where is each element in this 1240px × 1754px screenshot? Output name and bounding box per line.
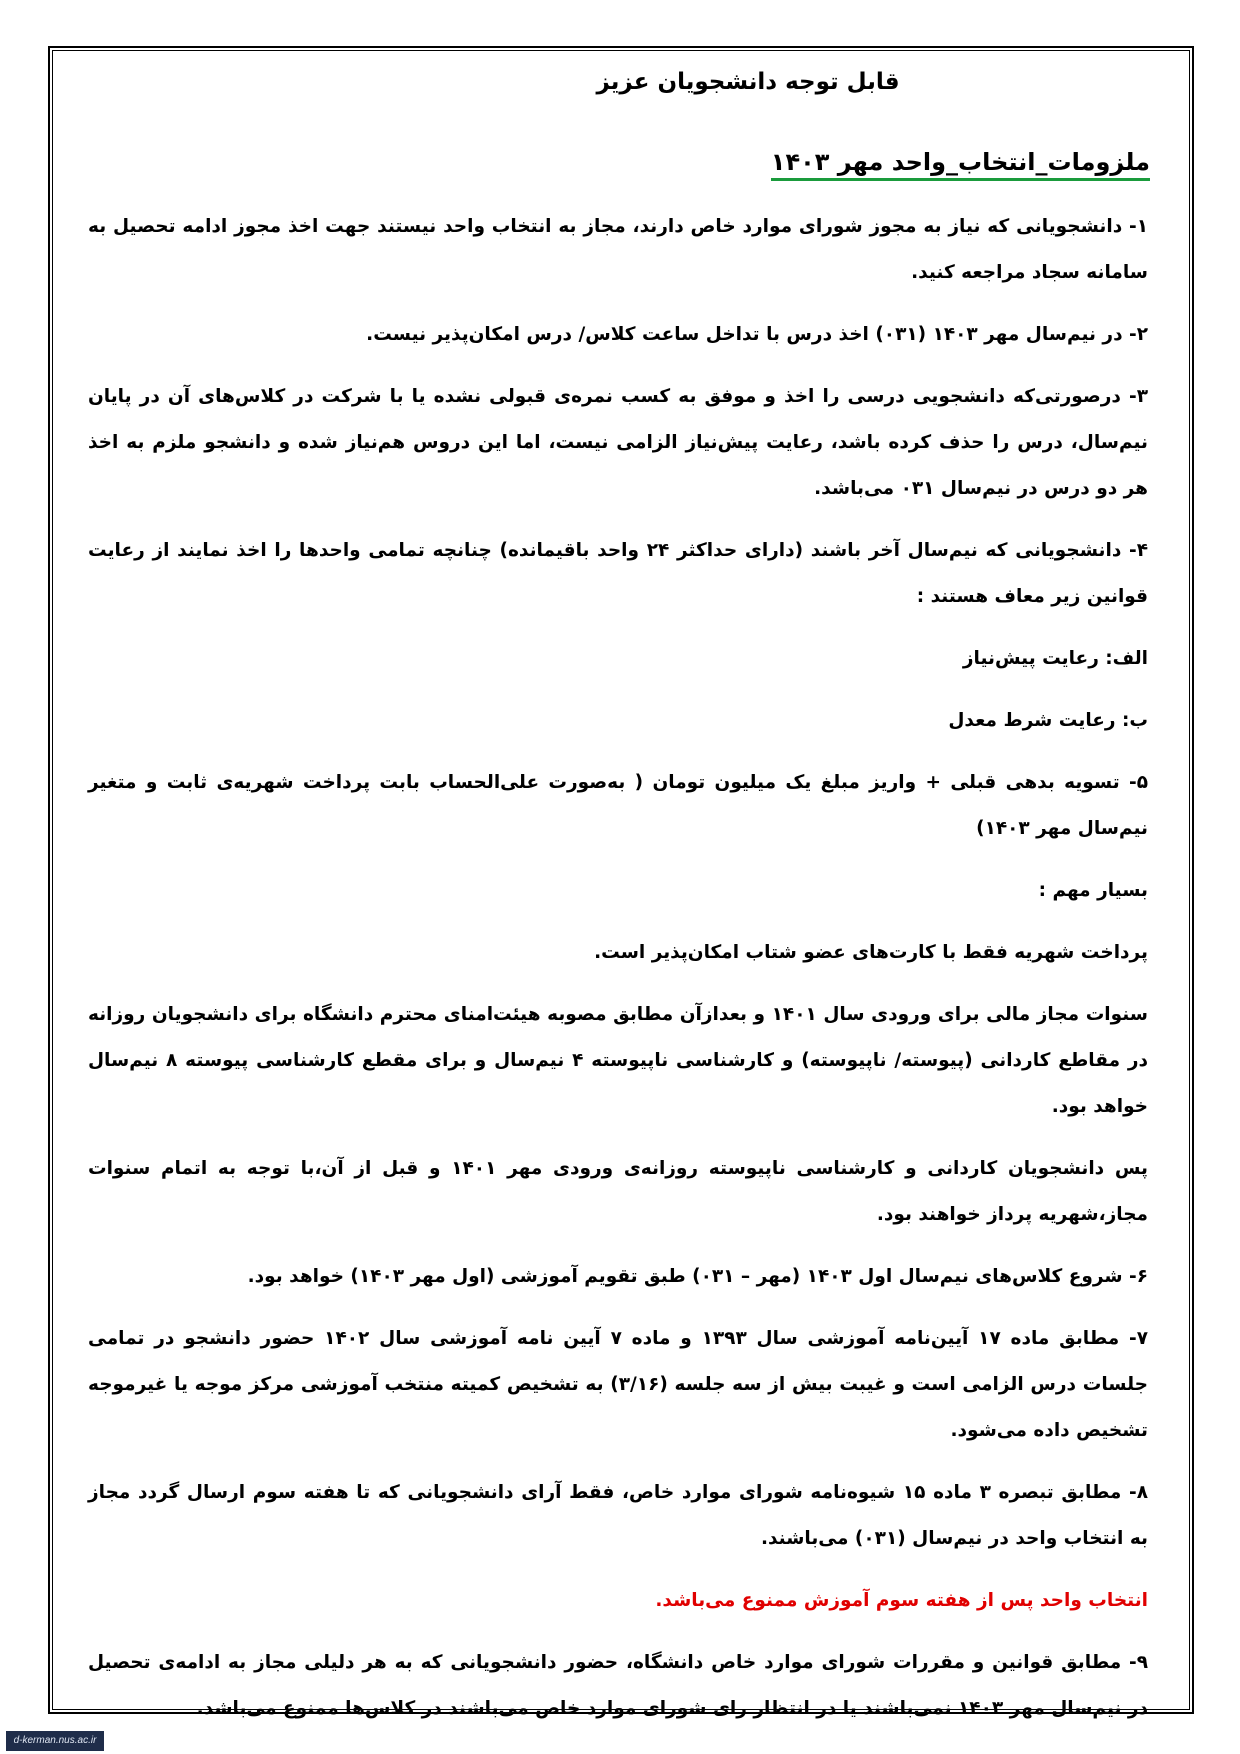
section-heading xyxy=(88,140,1150,184)
rule-1: ۱- دانشجویانی که نیاز به مجوز شورای موارد خاص دارند، مجاز به انتخاب واحد نیستند جهت اخذ مجوز ادامه تحصیل به سامانه سجاد مراجعه کنید. xyxy=(88,216,1148,283)
rule-7: ۷- مطابق ماده ۱۷ آیین‌نامه آموزشی سال ۱۳۹۳ و ماده ۷ آیین نامه آموزشی سال ۱۴۰۲ حضور دانشجو در تمامی جلسات درس الزامی است و غیبت بیش از سه جلسه (۳/۱۶) به تشخیص کمیته منتخب آموزشی مرکز موجه یا غیرموجه تشخیص داده می‌شود. xyxy=(88,1328,1148,1441)
footer-watermark: d-kerman.nus.ac.ir xyxy=(6,1731,104,1751)
rule-3: ۳- درصورتی‌که دانشجویی درسی را اخذ و موفق به کسب نمره‌ی قبولی نشده یا با شرکت در کلاس‌های آن در پایان نیم‌سال، درس را حذف کرده باشد، رعایت پیش‌نیاز الزامی نیست، اما این دروس هم‌نیاز شده و دانشجو ملزم به اخذ هر دو درس در نیم‌سال ۰۳۱ می‌باشد. xyxy=(88,386,1148,499)
rule-9: ۹- مطابق قوانین و مقررات شورای موارد خاص دانشگاه، حضور دانشجویانی که به هر دلیلی مجاز به ادامه‌ی تحصیل در نیم‌سال مهر ۱۴۰۳ نمی‌باشند یا در انتظار رای شورای موارد خاص می‌باشند در کلاس‌ها ممنوع می‌باشد. xyxy=(88,1652,1148,1719)
allowed-years-note: سنوات مجاز مالی برای ورودی سال ۱۴۰۱ و بعدازآن مطابق مصوبه هیئت‌امنای محترم دانشگاه برای دانشجویان روزانه در مقاطع کاردانی (پیوسته/ ناپیوسته) و کارشناسی ناپیوسته ۴ نیم‌سال و برای مقطع کارشناسی پیوسته ۸ نیم‌سال خواهد بود. xyxy=(88,1004,1149,1117)
rule-2: ۲- در نیم‌سال مهر ۱۴۰۳ (۰۳۱) اخذ درس با تداخل ساعت کلاس/ درس امکان‌پذیر نیست. xyxy=(366,324,1148,345)
rule-4-item-a: الف: رعایت پیش‌نیاز xyxy=(962,648,1148,669)
rule-4-item-b: ب: رعایت شرط معدل xyxy=(948,710,1148,731)
payment-note: پرداخت شهریه فقط با کارت‌های عضو شتاب امکان‌پذیر است. xyxy=(594,942,1148,963)
tuition-payer-note: پس دانشجویان کاردانی و کارشناسی ناپیوسته روزانه‌ی ورودی مهر ۱۴۰۱ و قبل از آن،با توجه به اتمام سنوات مجاز،شهریه پرداز خواهند بود. xyxy=(88,1158,1148,1225)
important-label: بسیار مهم : xyxy=(1038,880,1148,901)
document-title: قابل توجه دانشجویان عزیز xyxy=(596,69,900,95)
rule-4: ۴- دانشجویانی که نیم‌سال آخر باشند (دارای حداکثر ۲۴ واحد باقیمانده) چنانچه تمامی واحدها را اخذ نمایند از رعایت قوانین زیر معاف هستند : xyxy=(88,540,1148,607)
warning-notice: انتخاب واحد پس از هفته سوم آموزش ممنوع می‌باشد. xyxy=(655,1590,1148,1611)
rule-5: ۵- تسویه بدهی قبلی + واریز مبلغ یک میلیون تومان ( به‌صورت علی‌الحساب بابت پرداخت شهریه‌ی ثابت و متغیر نیم‌سال مهر ۱۴۰۳) xyxy=(88,772,1148,839)
rule-6: ۶- شروع کلاس‌های نیم‌سال اول ۱۴۰۳ (مهر – ۰۳۱) طبق تقویم آموزشی (اول مهر ۱۴۰۳) خواهد بود. xyxy=(247,1266,1148,1287)
rule-8: ۸- مطابق تبصره ۳ ماده ۱۵ شیوه‌نامه شورای موارد خاص، فقط آرای دانشجویانی که تا هفته سوم ارسال گردد مجاز به انتخاب واحد در نیم‌سال (۰۳۱) می‌باشند. xyxy=(88,1482,1148,1549)
section-heading-text: ملزومات_انتخاب_واحد مهر ۱۴۰۳ xyxy=(771,148,1150,181)
document-body xyxy=(88,62,1158,1740)
